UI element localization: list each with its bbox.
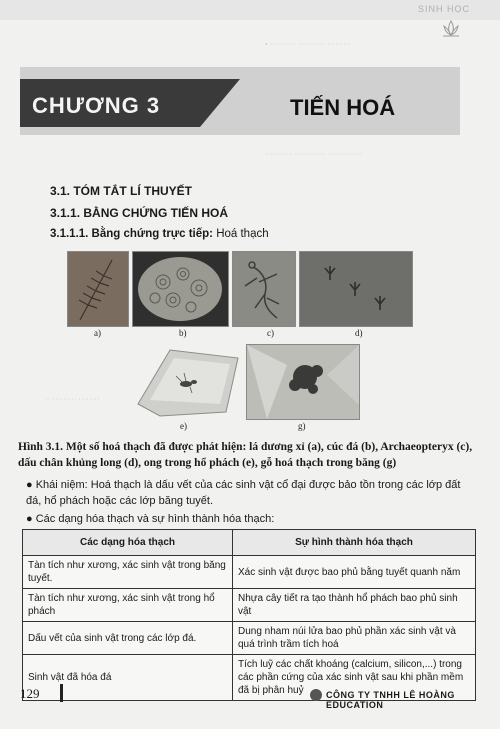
company-name: CÔNG TY TNHH LÊ HOÀNG EDUCATION	[326, 690, 455, 710]
fossil-types-intro: Các dạng hóa thạch và sự hình thành hóa thạch:	[35, 513, 275, 525]
definition-text: Khái niệm: Hoá thạch là dấu vết của các sinh vật cổ đại được bảo tồn trong các lớp đất đá, hổ phách hoặc các lớp băng tuyết.	[26, 479, 461, 507]
bullet-icon: ●	[26, 513, 33, 525]
table-cell: Nhựa cây tiết ra tạo thành hổ phách bao phủ sinh vật	[233, 589, 476, 622]
figure-label-b: b)	[179, 328, 187, 338]
table-cell: Tích luỹ các chất khoáng (calcium, silicon,...) trong các phần cứng của xác sinh vật sau khi phần mềm đã bị phân huỷ	[233, 655, 476, 701]
bullet-icon: ●	[26, 479, 33, 491]
subsection-heading: 3.1.1. BẰNG CHỨNG TIẾN HOÁ	[50, 206, 228, 220]
company-logo-icon	[310, 689, 322, 701]
subsubsection-number: 3.1.1.1. Bằng chứng trực tiếp:	[50, 228, 213, 240]
banner-slant	[180, 79, 240, 127]
lotus-icon	[440, 18, 462, 40]
chapter-title: TIẾN HOÁ	[290, 95, 396, 120]
table-header-row	[23, 530, 476, 556]
table-row	[23, 622, 476, 655]
bullet-definition	[26, 477, 478, 509]
photo-ammonite-fossil	[132, 251, 229, 327]
page-number-bar	[60, 684, 63, 702]
bullet-fossil-types	[26, 511, 478, 527]
column-header: Sự hình thành hóa thạch	[233, 530, 476, 556]
running-title: SINH HỌC	[417, 4, 470, 14]
bleed-through-text: • ·········· ·········· ·········	[265, 40, 352, 49]
figure-label-g: g)	[298, 421, 306, 431]
figure-label-e: e)	[180, 421, 187, 431]
subsubsection-topic: Hoá thạch	[213, 228, 269, 240]
figure-caption: Hình 3.1. Một số hoá thạch đã được phát hiện: lá dương xỉ (a), cúc đá (b), Archaeopteryx (c), dấu chân khủng long (d), ong trong hổ phách (e), gỗ hoá thạch trong băng (g)	[18, 441, 473, 469]
column-header: Các dạng hóa thạch	[23, 530, 233, 556]
photo-dinosaur-footprints	[299, 251, 413, 327]
table-cell: Xác sinh vật được bao phủ bằng tuyết quanh năm	[233, 556, 476, 589]
page-number: 129	[20, 686, 40, 701]
photo-fern-fossil	[67, 251, 129, 327]
section-heading: 3.1. TÓM TẮT LÍ THUYẾT	[50, 184, 193, 198]
table-row	[23, 589, 476, 622]
bleed-through-text: ·········· ············ ·············	[265, 150, 363, 159]
table-cell: Dấu vết của sinh vật trong các lớp đá.	[23, 622, 233, 655]
table-cell: Sinh vật đã hóa đá	[23, 655, 233, 701]
table-row	[23, 556, 476, 589]
chapter-label: CHƯƠNG 3	[32, 93, 161, 118]
table-cell: Tàn tích như xương, xác sinh vật trong hổ phách	[23, 589, 233, 622]
subsubsection-heading	[50, 228, 269, 240]
photo-archaeopteryx-fossil	[232, 251, 296, 327]
table-cell: Dung nham núi lửa bao phủ phần xác sinh vật và quá trình trầm tích hoá	[233, 622, 476, 655]
photo-bee-in-amber	[130, 344, 242, 418]
photo-fossil-in-ice	[246, 344, 360, 420]
bleed-through-text: ·· ········· ········	[45, 395, 100, 404]
fossil-types-table	[22, 529, 476, 701]
table-cell: Tàn tích như xương, xác sinh vật trong băng tuyết.	[23, 556, 233, 589]
figure-label-a: a)	[94, 328, 101, 338]
figure-label-c: c)	[267, 328, 274, 338]
figure-label-d: d)	[355, 328, 363, 338]
